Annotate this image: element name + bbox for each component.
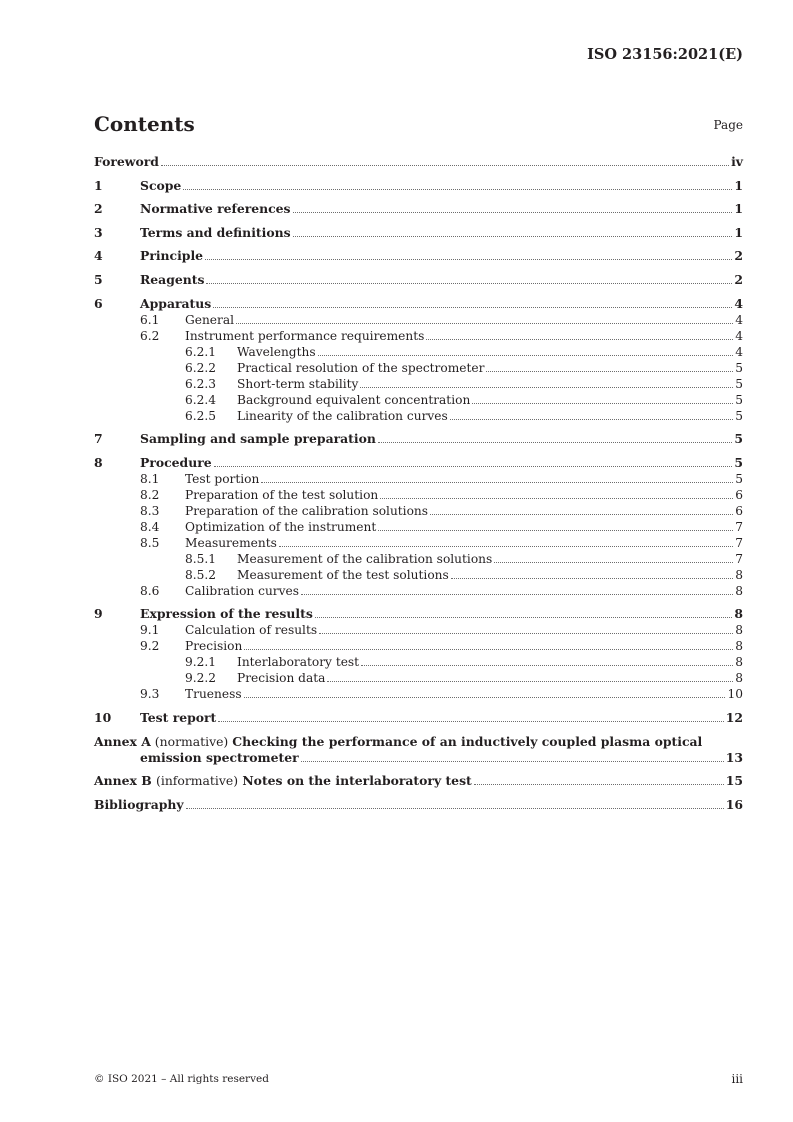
dot-leader	[236, 322, 733, 324]
bibliography-title: Bibliography	[94, 796, 184, 812]
toc-entry-page: 5	[735, 471, 743, 486]
toc-entry-number: 5	[94, 271, 103, 287]
toc-entry-page: iv	[731, 154, 743, 169]
copyright-notice: © ISO 2021 – All rights reserved	[94, 1073, 269, 1085]
toc-entry-title: Precision data	[237, 671, 326, 686]
toc-entry[interactable]	[94, 360, 743, 376]
toc-entry-title: Terms and definitions	[140, 224, 291, 240]
dot-leader	[319, 632, 733, 634]
toc-entry-page: 12	[725, 709, 743, 725]
dot-leader	[430, 513, 733, 515]
toc-entry[interactable]	[94, 471, 743, 487]
annex-b-type: (informative)	[156, 773, 239, 789]
dot-leader	[186, 807, 724, 809]
toc-entry-title: Measurement of the test solutions	[237, 567, 449, 582]
dot-leader	[205, 258, 732, 260]
annex-a-title-line2: emission spectrometer	[140, 749, 299, 765]
toc-entry-number: 1	[94, 177, 103, 193]
toc-entry-number: 8	[94, 454, 103, 470]
toc-entry-page: 7	[735, 535, 743, 550]
toc-entry[interactable]	[94, 272, 743, 288]
toc-entry-page: 4	[735, 344, 743, 359]
toc-entry-number: 8.6	[140, 583, 160, 598]
toc-entry[interactable]	[94, 392, 743, 408]
dot-leader	[450, 418, 733, 420]
toc-entry-page: 1	[734, 224, 743, 240]
toc-entry-title: Apparatus	[140, 295, 212, 311]
toc-entry-page: 2	[734, 271, 743, 287]
toc-entry-number: 9.2.2	[185, 671, 217, 686]
annex-b-label: Annex B	[94, 773, 152, 789]
toc-entry[interactable]	[94, 622, 743, 638]
toc-entry-number: 10	[94, 709, 112, 725]
dot-leader	[244, 696, 726, 698]
dot-leader	[426, 338, 733, 340]
toc-entry-title: Background equivalent concentration	[237, 392, 471, 407]
toc-entry-page: 6	[735, 503, 743, 518]
toc-entry-page: 5	[735, 376, 743, 391]
toc-entry-page: 4	[735, 312, 743, 327]
toc-entry[interactable]	[94, 201, 743, 217]
annex-a-label: Annex A	[94, 733, 151, 749]
toc-entry-title: Measurements	[185, 535, 277, 550]
toc-entry[interactable]	[94, 178, 743, 194]
toc-entry-title: Preparation of the calibration solutions	[185, 503, 429, 518]
toc-entry-number: 9.2	[140, 639, 160, 654]
toc-entry-number: 8.3	[140, 503, 160, 518]
toc-entry-title: General	[185, 312, 234, 327]
toc-entry-number: 9.1	[140, 623, 160, 638]
toc-entry-number: 7	[94, 431, 103, 447]
dot-leader	[318, 354, 734, 356]
toc-entry-title: Optimization of the instrument	[185, 519, 377, 534]
toc-entry-title: Scope	[140, 177, 182, 193]
toc-entry-number: 6.1	[140, 312, 160, 327]
toc-entry-title: Calculation of results	[185, 623, 318, 638]
toc-entry-number: 6.2.3	[185, 376, 217, 391]
toc-entry-page: 4	[735, 328, 743, 343]
annex-b-page: 15	[725, 773, 743, 789]
dot-leader	[380, 497, 733, 499]
toc-entry[interactable]	[94, 519, 743, 535]
toc-entry-title: Trueness	[185, 687, 242, 702]
toc-entry-title: Principle	[140, 248, 204, 264]
toc-entry-number: 9.3	[140, 687, 160, 702]
toc-entry[interactable]	[94, 567, 743, 583]
dot-leader	[301, 593, 733, 595]
dot-leader	[183, 188, 732, 190]
toc-entry-title: Preparation of the test solution	[185, 487, 379, 502]
toc-entry-title: Precision	[185, 639, 243, 654]
dot-leader	[293, 235, 733, 237]
toc-entry-number: 6.2	[140, 328, 160, 343]
toc-entry[interactable]	[94, 638, 743, 654]
toc-entry-page: 8	[735, 655, 743, 670]
toc-entry-number: 8.5.2	[185, 567, 217, 582]
bibliography-page: 16	[725, 796, 743, 812]
annex-b-title: Notes on the interlaboratory test	[242, 773, 472, 789]
toc-entry-title: Interlaboratory test	[237, 655, 360, 670]
page-column-label: Page	[713, 118, 743, 132]
toc-entry-title: Test report	[140, 709, 217, 725]
toc-entry-number: 2	[94, 201, 103, 217]
toc-entry-title: Measurement of the calibration solutions	[237, 551, 493, 566]
toc-entry[interactable]	[94, 296, 743, 312]
annex-a-title-line1: Checking the performance of an inductively coupled plasma optical	[232, 733, 703, 749]
dot-leader	[378, 441, 732, 443]
toc-entry-number: 6	[94, 295, 103, 311]
toc-entry-page: 7	[735, 519, 743, 534]
dot-leader	[360, 386, 733, 388]
toc-entry[interactable]	[94, 551, 743, 567]
toc-entry[interactable]	[94, 710, 743, 726]
toc-entry-number: 9.2.1	[185, 655, 217, 670]
toc-entry-page: 1	[734, 177, 743, 193]
dot-leader	[327, 680, 733, 682]
toc-entry[interactable]	[94, 503, 743, 519]
dot-leader	[486, 370, 733, 372]
toc-entry[interactable]	[94, 606, 743, 622]
toc-entry-title: Foreword	[94, 154, 159, 169]
dot-leader	[279, 545, 733, 547]
toc-entry[interactable]	[94, 686, 743, 702]
dot-leader	[301, 760, 724, 762]
toc-entry-page: 2	[734, 248, 743, 264]
dot-leader	[494, 561, 733, 563]
toc-entry-page: 8	[735, 567, 743, 582]
toc-entry[interactable]	[94, 225, 743, 241]
toc-entry-number: 8.4	[140, 519, 160, 534]
toc-entry[interactable]	[94, 376, 743, 392]
toc-entry-title: Wavelengths	[237, 344, 316, 359]
table-of-contents	[94, 154, 743, 813]
toc-entry-title: Sampling and sample preparation	[140, 431, 376, 447]
dot-leader	[474, 783, 724, 785]
toc-entry[interactable]	[94, 431, 743, 447]
toc-entry-number: 6.2.2	[185, 360, 217, 375]
contents-heading: Contents	[94, 112, 195, 136]
toc-entry-number: 8.5.1	[185, 551, 217, 566]
toc-entry-page: 5	[734, 454, 743, 470]
toc-entry-page: 7	[735, 551, 743, 566]
toc-entry-page: 5	[735, 360, 743, 375]
toc-entry-title: Reagents	[140, 271, 205, 287]
toc-entry-title: Test portion	[185, 471, 260, 486]
toc-entry-number: 8.5	[140, 535, 160, 550]
dot-leader	[218, 720, 723, 722]
dot-leader	[214, 465, 733, 467]
toc-entry-page: 1	[734, 201, 743, 217]
toc-entry-bibliography[interactable]	[94, 797, 743, 813]
dot-leader	[213, 306, 732, 308]
annex-a-type: (normative)	[154, 733, 229, 749]
toc-entry-page: 5	[735, 392, 743, 407]
dot-leader	[315, 616, 733, 618]
toc-entry-number: 8.2	[140, 487, 160, 502]
toc-entry-number: 3	[94, 224, 103, 240]
dot-leader	[472, 402, 733, 404]
toc-entry[interactable]	[94, 455, 743, 471]
toc-entry[interactable]	[94, 535, 743, 551]
dot-leader	[261, 481, 733, 483]
toc-entry-page: 8	[735, 671, 743, 686]
toc-entry-page: 6	[735, 487, 743, 502]
toc-entry-page: 10	[727, 687, 743, 702]
toc-entry-title: Practical resolution of the spectrometer	[237, 360, 485, 375]
toc-entry-page: 8	[735, 639, 743, 654]
toc-entry[interactable]	[94, 408, 743, 424]
toc-entry-title: Linearity of the calibration curves	[237, 408, 448, 423]
toc-entry[interactable]	[94, 344, 743, 360]
document-code: ISO 23156:2021(E)	[587, 46, 743, 63]
dot-leader	[451, 577, 733, 579]
dot-leader	[293, 211, 733, 213]
toc-entry-title: Instrument performance requirements	[185, 328, 425, 343]
toc-entry-number: 6.2.4	[185, 392, 217, 407]
toc-entry[interactable]	[94, 154, 743, 170]
toc-entry-page: 8	[735, 583, 743, 598]
page-number: iii	[731, 1072, 743, 1086]
toc-entry-title: Normative references	[140, 201, 291, 217]
toc-entry-annex-b[interactable]	[94, 773, 743, 789]
toc-entry[interactable]	[94, 487, 743, 503]
toc-entry-title: Expression of the results	[140, 606, 313, 622]
toc-entry-page: 5	[735, 408, 743, 423]
toc-entry-page: 4	[734, 295, 743, 311]
toc-entry-title: Short-term stability	[237, 376, 359, 391]
toc-entry-number: 9	[94, 606, 103, 622]
toc-entry-number: 4	[94, 248, 103, 264]
toc-entry-page: 8	[734, 606, 743, 622]
toc-entry[interactable]	[94, 248, 743, 264]
toc-entry-annex-a[interactable]	[94, 734, 743, 766]
toc-entry-number: 6.2.5	[185, 408, 217, 423]
toc-entry-title: Procedure	[140, 454, 212, 470]
toc-entry-page: 8	[735, 623, 743, 638]
dot-leader	[244, 648, 733, 650]
dot-leader	[361, 664, 733, 666]
toc-entry[interactable]	[94, 670, 743, 686]
dot-leader	[161, 164, 729, 166]
toc-entry[interactable]	[94, 654, 743, 670]
dot-leader	[378, 529, 733, 531]
toc-entry[interactable]	[94, 583, 743, 599]
toc-entry-page: 5	[734, 431, 743, 447]
toc-entry-number: 6.2.1	[185, 344, 217, 359]
dot-leader	[206, 282, 732, 284]
toc-entry[interactable]	[94, 328, 743, 344]
toc-entry-title: Calibration curves	[185, 583, 299, 598]
toc-entry[interactable]	[94, 312, 743, 328]
toc-entry-number: 8.1	[140, 471, 160, 486]
annex-a-page: 13	[725, 749, 743, 765]
